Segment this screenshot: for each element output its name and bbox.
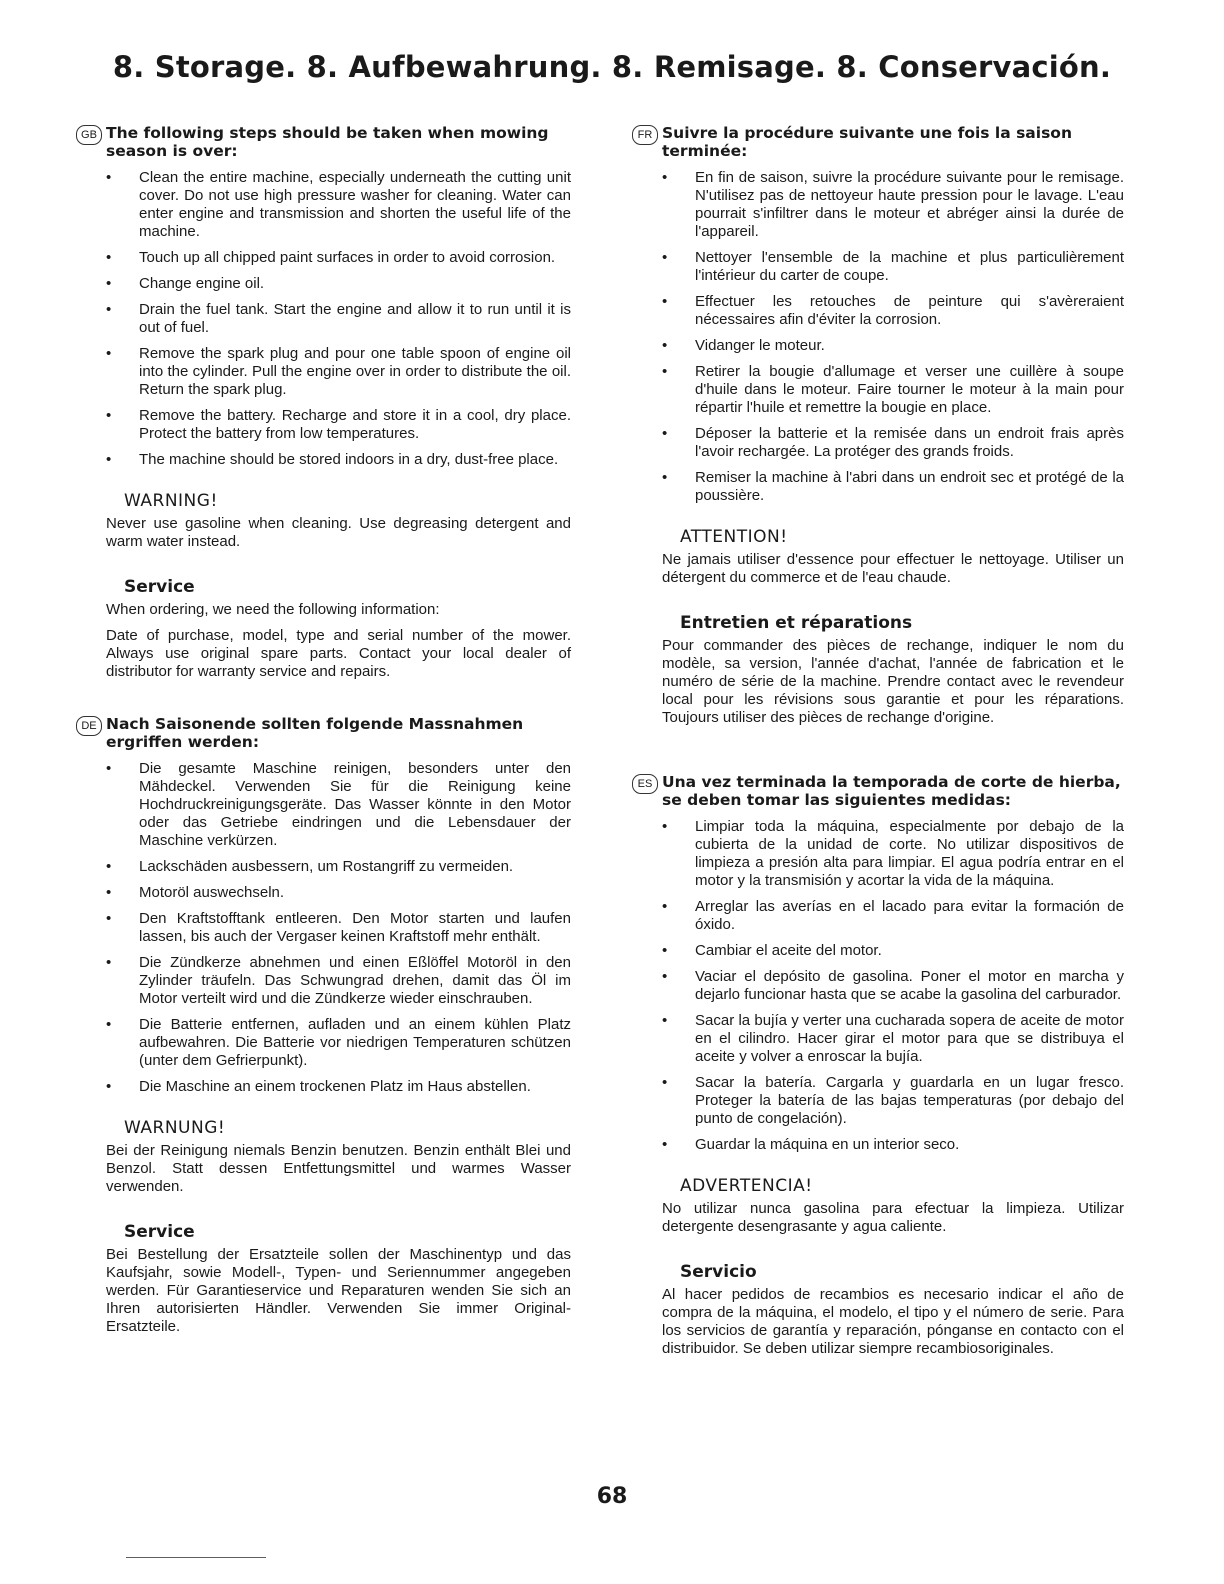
- list-item: • Remove the battery. Recharge and store it in a cool, dry place. Protect the battery from low temperatures.: [106, 407, 571, 442]
- fr-heading: Suivre la procédure suivante une fois la saison terminée:: [662, 124, 1072, 160]
- list-item: • Vidanger le moteur.: [662, 337, 825, 354]
- es-service-title: Servicio: [680, 1262, 757, 1282]
- gb-warning-title: WARNING!: [124, 491, 218, 511]
- es-heading: Una vez terminada la temporada de corte de hierba, se deben tomar las siguientes medidas:: [662, 773, 1121, 809]
- left-column: [81, 124, 571, 1344]
- list-item: • Vaciar el depósito de gasolina. Poner el motor en marcha y dejarlo funcionar hasta que se acabe la gasolina del carburador.: [662, 968, 1124, 1003]
- list-item: • Remove the spark plug and pour one table spoon of engine oil into the cylinder. Pull the engine over in order to distribute the oil. Return the spark plug.: [106, 345, 571, 398]
- de-service-text: Bei Bestellung der Ersatzteile sollen der Maschinentyp und das Kaufsjahr, sowie Modell-, Typen- und Seriennummer angegeben werden. Für Garantieservice und Reparaturen wenden Sie sich an Ihren autorisierten Händler. Verwenden Sie immer Original-Ersatzteile.: [106, 1246, 571, 1335]
- list-item: • Retirer la bougie d'allumage et verser une cuillère à soupe d'huile dans le moteur. Faire tourner le moteur à la main pour répartir l'huile et remettre la bougie en place.: [662, 363, 1124, 416]
- gb-service-title: Service: [124, 577, 195, 597]
- list-item: • Sacar la bujía y verter una cucharada sopera de aceite de motor en el cilindro. Hacer girar el motor para que se distribuya el aceite y volver a enroscar la bujía.: [662, 1012, 1124, 1065]
- gb-service-text-2: Date of purchase, model, type and serial number of the mower. Always use original spare parts. Contact your local dealer of distributor for warranty service and repairs.: [106, 627, 571, 680]
- list-item: • Lackschäden ausbessern, um Rostangriff zu vermeiden.: [106, 858, 514, 875]
- fr-section: [637, 124, 1124, 727]
- list-item: • Arreglar las averías en el lacado para evitar la formación de óxido.: [662, 898, 1124, 933]
- list-item: • Cambiar el aceite del motor.: [662, 942, 882, 959]
- list-item: • Nettoyer l'ensemble de la machine et plus particulièrement l'intérieur du carter de coupe.: [662, 249, 1124, 284]
- list-item: • Clean the entire machine, especially underneath the cutting unit cover. Do not use high pressure washer for cleaning. Water can enter engine and transmission and shorten the useful life of the machine.: [106, 169, 571, 240]
- list-item: • Sacar la batería. Cargarla y guardarla en un lugar fresco. Proteger la batería de las bajas temperaturas (por debajo del punto de congelación).: [662, 1074, 1124, 1127]
- gb-warning-text: Never use gasoline when cleaning. Use degreasing detergent and warm water instead.: [106, 515, 571, 550]
- list-item: • Remiser la machine à l'abri dans un endroit sec et protégé de la poussière.: [662, 469, 1124, 504]
- gb-heading: The following steps should be taken when mowing season is over:: [106, 124, 549, 160]
- list-item: • Die Zündkerze abnehmen und einen Eßlöffel Motoröl in den Zylinder träufeln. Das Schwungrad drehen, damit das Öl im Motor verteilt wird und die Zündkerze wieder einschrauben.: [106, 954, 571, 1007]
- list-item: • Guardar la máquina en un interior seco.: [662, 1136, 960, 1153]
- list-item: • Touch up all chipped paint surfaces in order to avoid corrosion.: [106, 249, 556, 266]
- list-item: • Effectuer les retouches de peinture qui s'avèreraient nécessaires afin d'éviter la corrosion.: [662, 293, 1124, 328]
- gb-service-text-1: When ordering, we need the following information:: [106, 601, 440, 618]
- list-item: • Die Batterie entfernen, aufladen und an einem kühlen Platz aufbewahren. Die Batterie vor niedrigen Temperaturen schützen (unter dem Gefrierpunkt).: [106, 1016, 571, 1069]
- gb-language-badge: GB: [76, 125, 102, 145]
- fr-service-text: Pour commander des pièces de rechange, indiquer le nom du modèle, sa version, l'année d'achat, l'année de fabrication et le numéro de série de la machine. Prendre contact avec le revendeur local pour les révisions sous garantie et pour les réparations. Toujours utiliser des pièces de rechange d'origine.: [662, 637, 1124, 726]
- page-number: 68: [596, 1484, 628, 1509]
- list-item: • Den Kraftstofftank entleeren. Den Motor starten und laufen lassen, bis auch der Vergaser keinen Kraftstoff mehr enthält.: [106, 910, 571, 945]
- es-warning-text: No utilizar nunca gasolina para efectuar la limpieza. Utilizar detergente desengrasante y agua caliente.: [662, 1200, 1124, 1235]
- de-steps-list: [106, 760, 571, 1096]
- de-section: [81, 715, 571, 1336]
- es-service-text: Al hacer pedidos de recambios es necesario indicar el año de compra de la máquina, el modelo, el tipo y el número de serie. Para los servicios de garantía y reparación, pónganse en contacto con el distribuidor. Se deben utilizar siempre recambiosoriginales.: [662, 1286, 1124, 1357]
- de-heading: Nach Saisonende sollten folgende Massnahmen ergriffen werden:: [106, 715, 524, 751]
- de-warning-title: WARNUNG!: [124, 1118, 226, 1138]
- list-item: • Limpiar toda la máquina, especialmente por debajo de la cubierta de la unidad de corte. No utilizar dispositivos de limpieza a presión alta para limpiar. El agua podría entrar en el motor y la transmisión y acortar la vida de la máquina.: [662, 818, 1124, 889]
- right-column: [637, 124, 1124, 1366]
- list-item: • Die Maschine an einem trockenen Platz im Haus abstellen.: [106, 1078, 531, 1095]
- list-item: • Drain the fuel tank. Start the engine and allow it to run until it is out of fuel.: [106, 301, 571, 336]
- es-section: [637, 773, 1124, 1358]
- fr-language-badge: FR: [632, 125, 658, 145]
- de-warning-text: Bei der Reinigung niemals Benzin benutzen. Benzin enthält Blei und Benzol. Statt dessen Entfettungsmittel und warmes Wasser verwenden.: [106, 1142, 571, 1195]
- gb-section: [81, 124, 571, 681]
- fr-service-title: Entretien et réparations: [680, 613, 913, 633]
- page-title: 8. Storage. 8. Aufbewahrung. 8. Remisage. 8. Conservación.: [112, 50, 1112, 84]
- list-item: • Change engine oil.: [106, 275, 265, 292]
- de-language-badge: DE: [76, 716, 102, 736]
- list-item: • Motoröl auswechseln.: [106, 884, 285, 901]
- es-warning-title: ADVERTENCIA!: [680, 1176, 813, 1196]
- list-item: • En fin de saison, suivre la procédure suivante pour le remisage. N'utilisez pas de nettoyeur haute pression pour le lavage. L'eau pourrait s'infiltrer dans le moteur et abréger ainsi la durée de l'appareil.: [662, 169, 1124, 240]
- fr-warning-text: Ne jamais utiliser d'essence pour effectuer le nettoyage. Utiliser un détergent du commerce et de l'eau chaude.: [662, 551, 1124, 586]
- list-item: • The machine should be stored indoors in a dry, dust-free place.: [106, 451, 559, 468]
- es-language-badge: ES: [632, 774, 658, 794]
- de-service-title: Service: [124, 1222, 195, 1242]
- fr-warning-title: ATTENTION!: [680, 527, 788, 547]
- footer-link-underline: [126, 1557, 266, 1558]
- list-item: • Déposer la batterie et la remisée dans un endroit frais après l'avoir rechargée. La protéger des grands froids.: [662, 425, 1124, 460]
- fr-steps-list: [662, 169, 1124, 505]
- list-item: • Die gesamte Maschine reinigen, besonders unter den Mähdeckel. Verwenden Sie für die Reinigung keine Hochdruckreinigungsgeräte. Das Wasser könnte in den Motor oder das Getriebe eindringen und die Lebensdauer der Maschine verkürzen.: [106, 760, 571, 849]
- gb-steps-list: [106, 169, 571, 469]
- es-steps-list: [662, 818, 1124, 1154]
